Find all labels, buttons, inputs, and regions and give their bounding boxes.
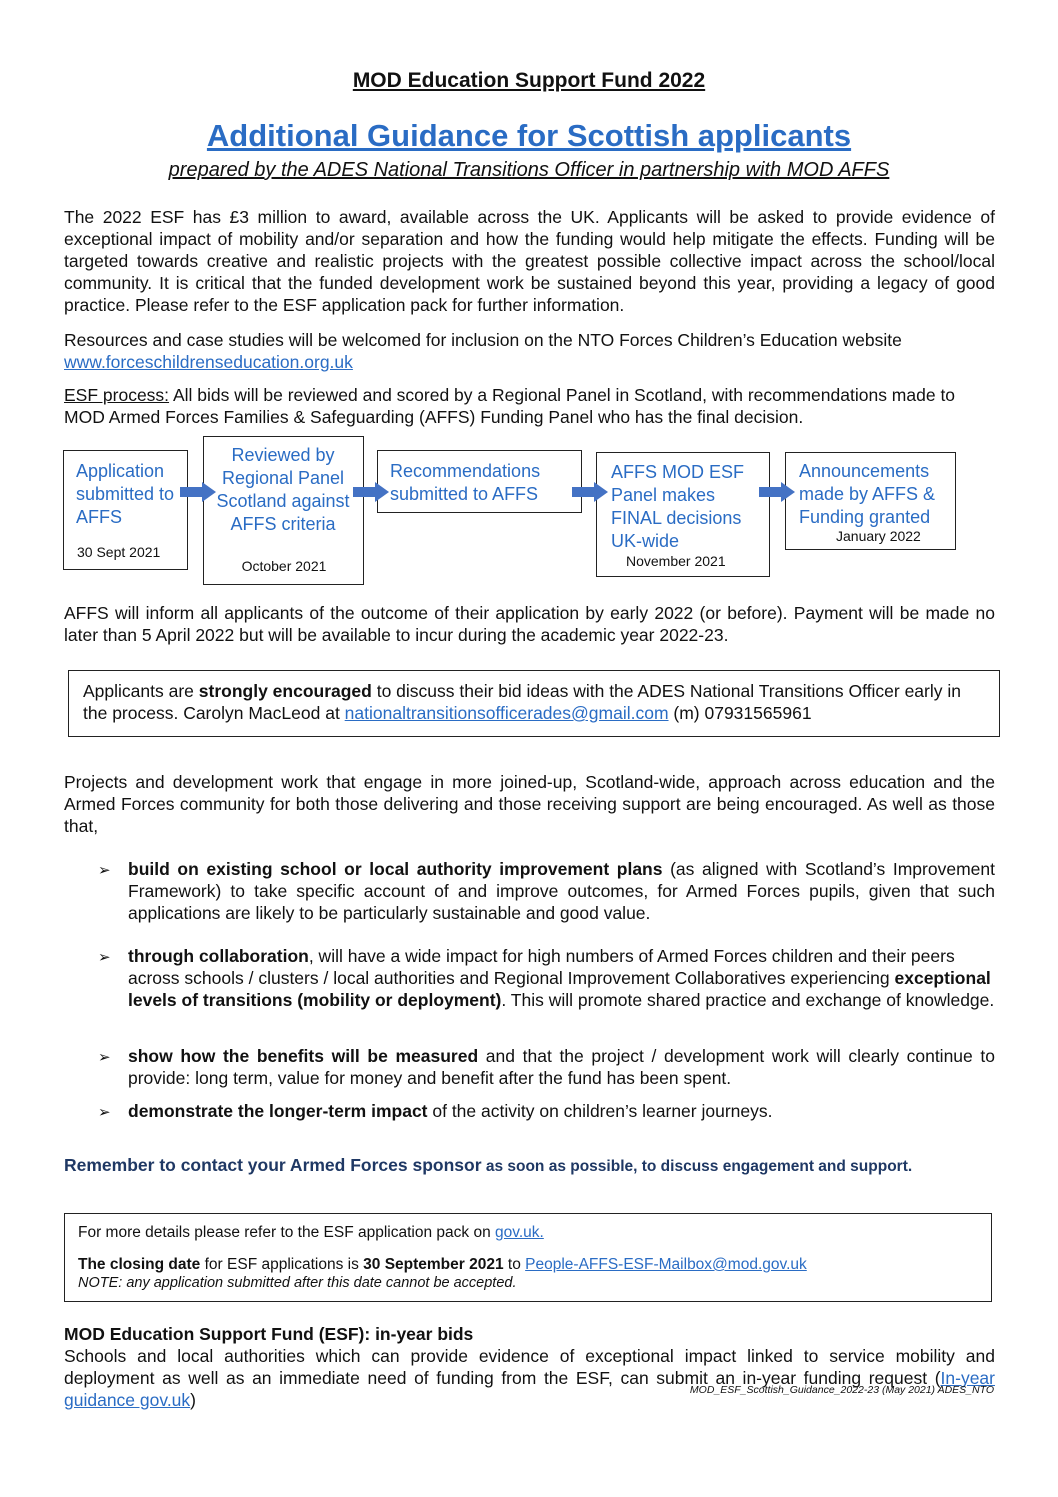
page-heading: Additional Guidance for Scottish applicants <box>206 118 852 153</box>
page-subheading: prepared by the ADES National Transitions Officer in partnership with MOD AFFS <box>168 159 890 181</box>
bullet-1-text: (as aligned with Scotland’s Improvement Framework) to take specific account of and improve outcomes, for Armed Forces pupils, given that such applications are likely to be particularly sustainable and good value. <box>128 859 995 923</box>
remember-notice <box>64 1155 984 1177</box>
bullet-2-text: , will have a wide impact for high numbers of Armed Forces children and their peers across schools / clusters / local authorities and Regional Improvement Collaboratives experiencing <box>128 946 955 988</box>
details-line-1-text: For more details please refer to the ESF application pack on <box>78 1224 495 1241</box>
details-line-2 <box>78 1255 807 1275</box>
details-line-2-to: to <box>503 1256 526 1273</box>
details-note: NOTE: any application submitted after this date cannot be accepted. <box>78 1275 517 1291</box>
process-label: ESF process: <box>64 385 170 405</box>
flow-step-1-text: Application submitted to AFFS <box>76 461 175 527</box>
bullet-3-bold: show how the benefits will be measured <box>128 1046 479 1066</box>
bullet-3-text: and that the project / development work will clearly continue to provide: long term, value for money and benefit after the fund has been spent. <box>128 1046 995 1088</box>
flow-step-3-text: Recommendations submitted to AFFS <box>390 461 541 504</box>
bullet-4-text: of the activity on children’s learner journeys. <box>427 1101 773 1121</box>
details-line-1 <box>78 1223 544 1243</box>
bullet-item-4 <box>128 1100 995 1122</box>
flow-step-5 <box>785 452 956 550</box>
flow-arrow-4 <box>759 482 795 502</box>
flow-step-5-text: Announcements made by AFFS & Funding granted <box>799 461 936 527</box>
flow-step-2 <box>203 436 364 585</box>
flow-step-1-date: 30 Sept 2021 <box>77 544 161 560</box>
outcome-paragraph: AFFS will inform all applicants of the outcome of their application by early 2022 (or before). Payment will be made no later than 5 April 2022 but will be available to incur during the academic year 2022-23. <box>64 603 995 645</box>
projects-paragraph: Projects and development work that engage in more joined-up, Scotland-wide, approach across education and the Armed Forces community for both those delivering and those receiving support are being encouraged. As well as those that, <box>64 772 995 836</box>
flow-step-4-date: November 2021 <box>626 553 726 569</box>
inyear-close: ) <box>190 1390 196 1410</box>
bullet-item-2 <box>128 945 995 1011</box>
website-link[interactable]: www.forceschildrenseducation.org.uk <box>64 352 353 372</box>
flow-step-2-date: October 2021 <box>241 558 327 574</box>
bullet-2-bold2: exceptional levels of transitions (mobility or deployment) <box>128 968 991 1010</box>
details-line-2-text: for ESF applications is <box>200 1256 364 1273</box>
inyear-text: Schools and local authorities which can provide evidence of exceptional impact linked to service mobility and deployment as well as an immediate need of funding from the ESF, can submit an in-year funding request ( <box>64 1346 995 1388</box>
contact-mid: to discuss their bid ideas with the ADES National Transitions Officer early in the process. Carolyn MacLeod at <box>83 681 961 723</box>
flow-step-2-text: Reviewed by Regional Panel Scotland against AFFS criteria <box>216 445 350 534</box>
bullet-arrow-icon: ➢ <box>98 1049 111 1066</box>
flow-step-1 <box>63 450 188 570</box>
flow-arrow-2 <box>353 482 389 502</box>
process-text: All bids will be reviewed and scored by a Regional Panel in Scotland, with recommendations made to MOD Armed Forces Families & Safeguarding (AFFS) Funding Panel who has the final decision. <box>64 385 956 427</box>
govuk-link[interactable]: gov.uk. <box>495 1224 544 1241</box>
remember-big: Remember to contact your Armed Forces sponsor <box>64 1155 482 1175</box>
flow-arrow-3 <box>572 482 608 502</box>
resources-paragraph <box>64 329 1004 373</box>
bullet-arrow-icon: ➢ <box>98 862 111 879</box>
contact-phone: (m) 07931565961 <box>668 703 812 723</box>
flow-step-3 <box>377 450 582 513</box>
bullet-4-bold: demonstrate the longer-term impact <box>128 1101 428 1121</box>
inyear-title: MOD Education Support Fund (ESF): in-year bids <box>64 1324 474 1344</box>
flow-step-4-text: AFFS MOD ESF Panel makes FINAL decisions UK-wide <box>611 462 745 551</box>
contact-email-link[interactable]: nationaltransitionsofficerades@gmail.com <box>344 703 669 723</box>
flow-arrow-1 <box>180 482 216 502</box>
closing-date-label: The closing date <box>78 1256 201 1273</box>
document-title: MOD Education Support Fund 2022 <box>352 69 706 92</box>
bullet-arrow-icon: ➢ <box>98 949 111 966</box>
bullet-item-1 <box>128 858 995 924</box>
contact-box <box>68 670 1000 737</box>
contact-text <box>83 680 988 724</box>
bullet-1-bold: build on existing school or local authority improvement plans <box>128 859 663 879</box>
bullet-2-bold: through collaboration <box>128 946 309 966</box>
bullet-2-text2: . This will promote shared practice and exchange of knowledge. <box>501 990 995 1010</box>
details-box <box>64 1213 992 1302</box>
closing-date-value: 30 September 2021 <box>363 1256 504 1273</box>
remember-small: as soon as possible, to discuss engagement and support. <box>481 1158 913 1175</box>
resources-text: Resources and case studies will be welcomed for inclusion on the NTO Forces Children’s Education website <box>64 330 902 350</box>
bullet-item-3 <box>128 1045 995 1089</box>
inyear-paragraph <box>64 1345 995 1411</box>
flow-step-4 <box>596 452 770 577</box>
inyear-guidance-link[interactable]: In-year guidance gov.uk <box>64 1368 995 1410</box>
flow-step-5-date: January 2022 <box>836 528 921 544</box>
contact-bold: strongly encouraged <box>198 681 372 701</box>
contact-pre: Applicants are <box>83 681 199 701</box>
bullet-arrow-icon: ➢ <box>98 1104 111 1121</box>
process-paragraph <box>64 384 999 428</box>
mailbox-link[interactable]: People-AFFS-ESF-Mailbox@mod.gov.uk <box>525 1256 807 1273</box>
intro-paragraph: The 2022 ESF has £3 million to award, available across the UK. Applicants will be asked to provide evidence of exceptional impact of mobility and/or separation and how the funding would help mitigate the effects. Funding will be targeted towards creative and realistic projects with the greatest possible collective impact across the school/local community. It is critical that the funded development work be sustained beyond this year, providing a legacy of good practice. Please refer to the ESF application pack for further information. <box>64 207 995 315</box>
footer-reference: MOD_ESF_Scottish_Guidance_2022-23 (May 2021) ADES_NTO <box>689 1384 994 1396</box>
